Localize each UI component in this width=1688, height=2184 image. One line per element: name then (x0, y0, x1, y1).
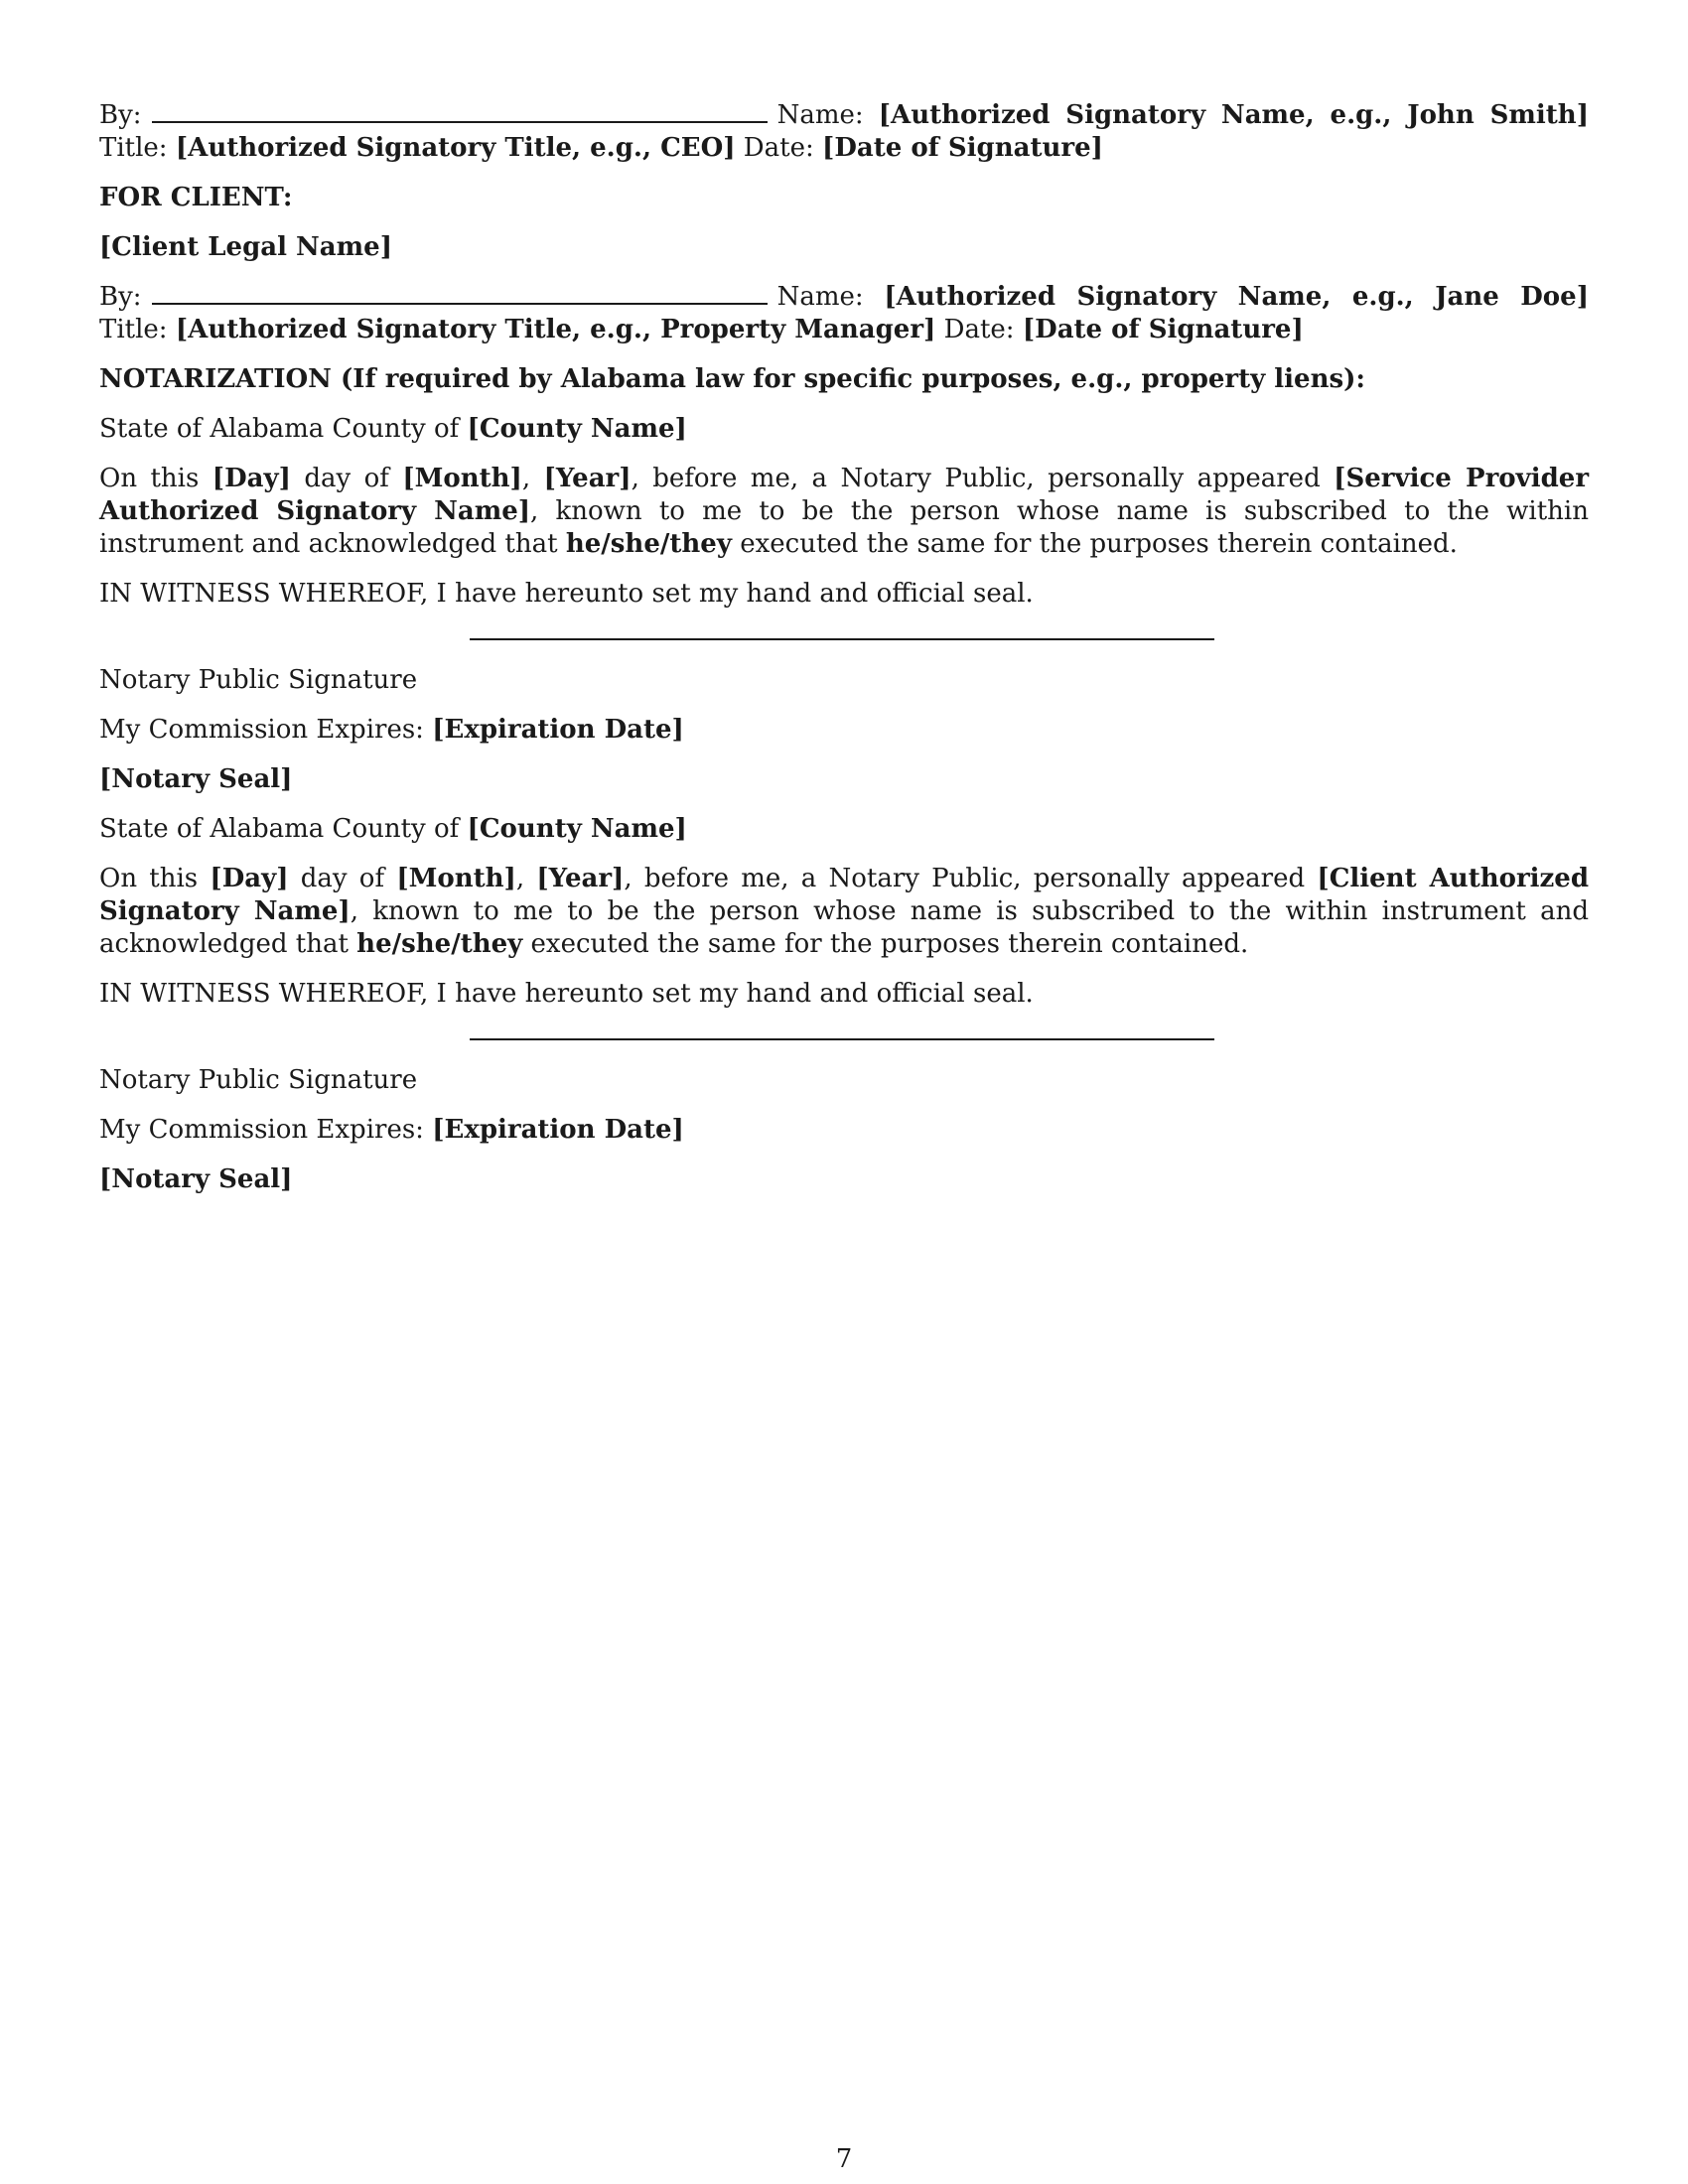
ack-text: On this (99, 864, 199, 893)
witness-statement: IN WITNESS WHEREOF, I have hereunto set my hand and official seal. (99, 579, 1034, 609)
ack-month: [Month] (396, 864, 516, 893)
by-label: By: (99, 100, 142, 130)
expires-label: My Commission Expires: (99, 1115, 424, 1145)
date-label: Date: (943, 315, 1015, 344)
notary-signature-line (470, 638, 1214, 640)
state-county-line (99, 413, 1589, 446)
name-label: Name: (776, 100, 864, 130)
client-heading: FOR CLIENT: (99, 183, 293, 212)
acknowledgment-paragraph (99, 463, 1589, 561)
title-label: Title: (99, 133, 168, 163)
notary-signature-label: Notary Public Signature (99, 1065, 418, 1095)
ack-text: , before me, a Notary Public, personally appeared (631, 464, 1321, 493)
witness-statement: IN WITNESS WHEREOF, I have hereunto set my hand and official seal. (99, 979, 1034, 1009)
commission-expires (99, 714, 1589, 747)
ack-text: executed the same for the purposes therein contained. (530, 929, 1249, 959)
signatory-title: [Authorized Signatory Title, e.g., Property Manager] (175, 315, 936, 344)
ack-text: , known to me to be the person whose name is subscribed to the within instrument and acknowledged that (99, 896, 1589, 959)
expires-value: [Expiration Date] (432, 1115, 684, 1145)
document-page (99, 99, 1589, 1213)
notary-seal: [Notary Seal] (99, 1164, 293, 1194)
ack-year: [Year] (543, 464, 632, 493)
ack-text: , before me, a Notary Public, personally appeared (624, 864, 1306, 893)
acknowledgment-paragraph (99, 863, 1589, 961)
provider-signature-block (99, 99, 1589, 165)
ack-text: On this (99, 464, 200, 493)
date-label: Date: (743, 133, 814, 163)
ack-day: [Day] (210, 864, 289, 893)
expires-label: My Commission Expires: (99, 715, 424, 745)
ack-text: , (515, 864, 525, 893)
ack-text: day of (300, 864, 385, 893)
by-label: By: (99, 282, 142, 312)
ack-text: , known to me to be the person whose name is subscribed to the within instrument and acknowledged that (99, 496, 1589, 559)
ack-signatory: [Client Authorized Signatory Name] (99, 864, 1590, 926)
client-signature-block (99, 281, 1589, 346)
county-name: [County Name] (467, 814, 687, 844)
client-legal-name: [Client Legal Name] (99, 232, 393, 262)
page-number: 7 (835, 2144, 853, 2174)
signature-line (152, 103, 768, 123)
expires-value: [Expiration Date] (432, 715, 684, 745)
signature-date: [Date of Signature] (822, 133, 1103, 163)
notary-seal: [Notary Seal] (99, 764, 293, 794)
commission-expires (99, 1114, 1589, 1147)
ack-year: [Year] (536, 864, 625, 893)
ack-day: [Day] (211, 464, 291, 493)
ack-text: day of (304, 464, 389, 493)
signature-date: [Date of Signature] (1022, 315, 1304, 344)
signatory-name: [Authorized Signatory Name, e.g., Jane Doe] (884, 282, 1589, 312)
state-county-label: State of Alabama County of (99, 814, 460, 844)
ack-text: , (521, 464, 531, 493)
ack-month: [Month] (402, 464, 522, 493)
ack-signatory: [Service Provider Authorized Signatory Name] (99, 464, 1590, 526)
signature-line (152, 285, 768, 305)
state-county-line (99, 813, 1589, 846)
signatory-title: [Authorized Signatory Title, e.g., CEO] (175, 133, 736, 163)
notarization-heading: NOTARIZATION (If required by Alabama law for specific purposes, e.g., property liens): (99, 364, 1366, 394)
name-label: Name: (776, 282, 864, 312)
notary-signature-label: Notary Public Signature (99, 665, 418, 695)
ack-pronoun: he/she/they (565, 529, 732, 559)
title-label: Title: (99, 315, 168, 344)
ack-pronoun: he/she/they (356, 929, 523, 959)
notary-signature-line (470, 1038, 1214, 1040)
signatory-name: [Authorized Signatory Name, e.g., John Smith] (878, 100, 1590, 130)
state-county-label: State of Alabama County of (99, 414, 460, 444)
county-name: [County Name] (467, 414, 687, 444)
ack-text: executed the same for the purposes therein contained. (740, 529, 1458, 559)
